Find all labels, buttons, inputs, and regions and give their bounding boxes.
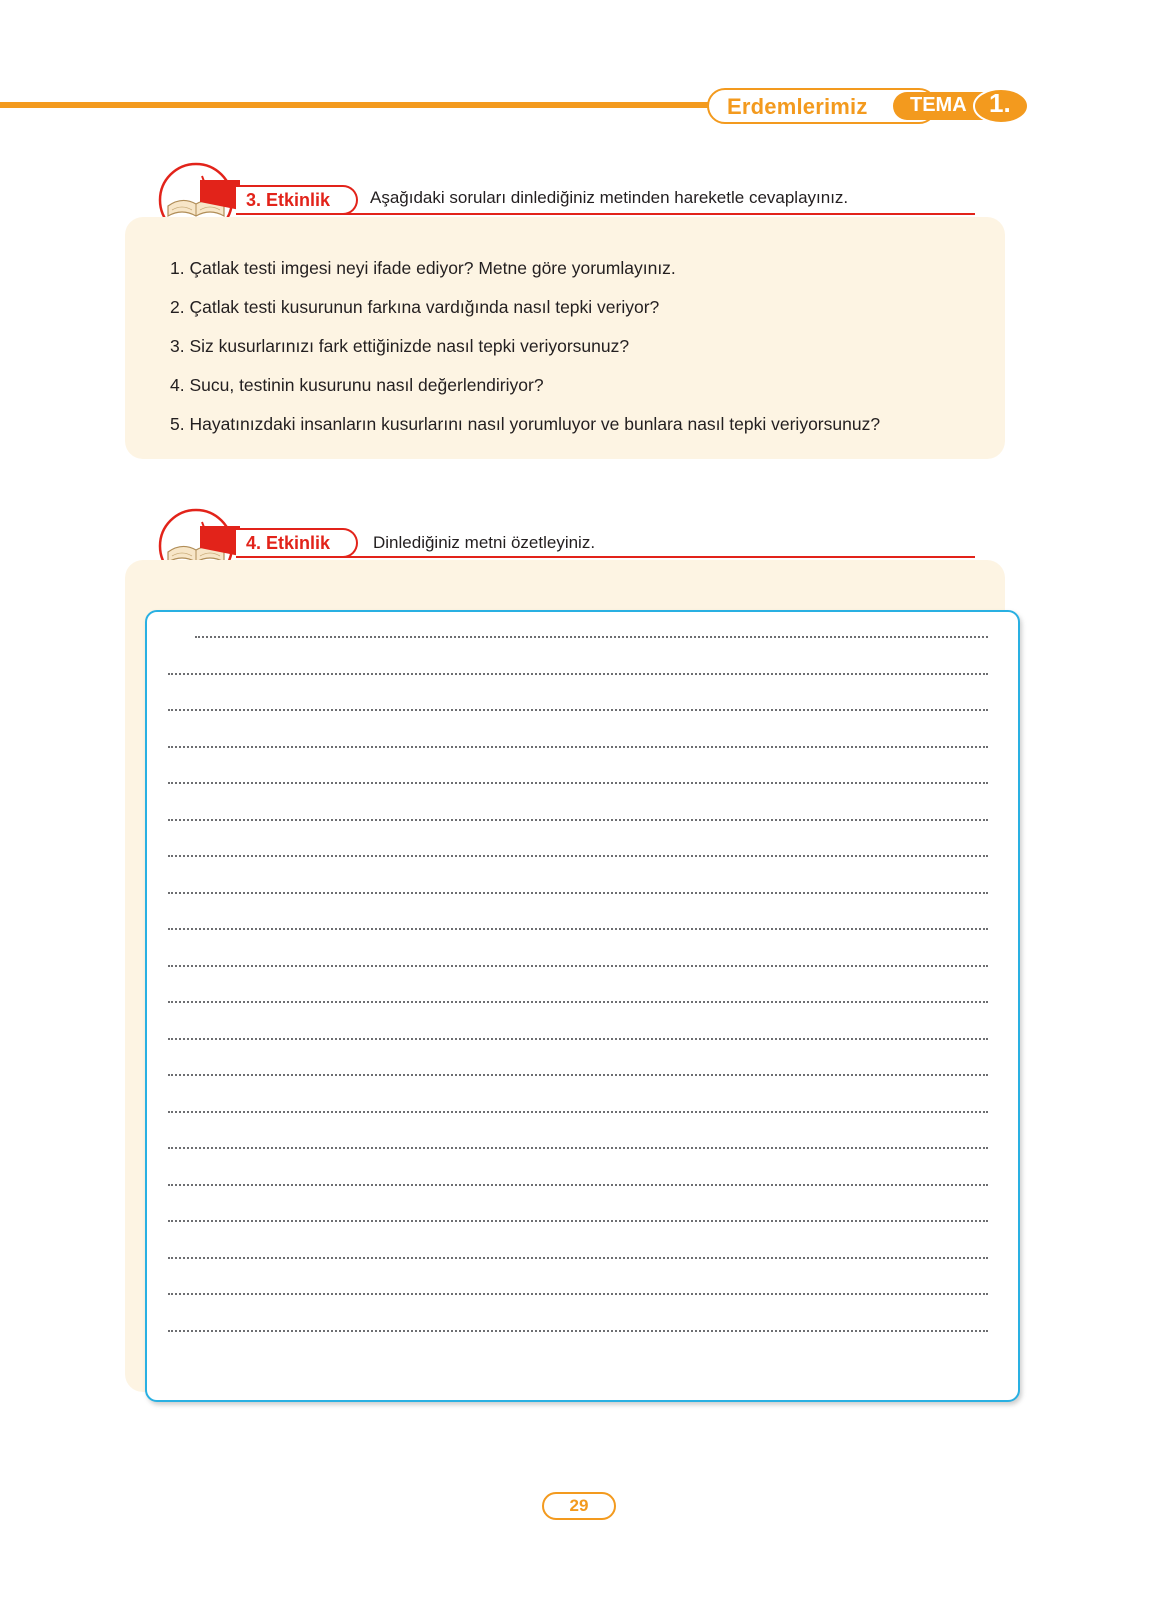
activity3-rule [236,213,975,215]
activity4-instruction: Dinlediğiniz metni özetleyiniz. [373,533,596,552]
writing-line[interactable] [168,1184,988,1186]
activity3-label: 3. Etkinlik [246,190,331,210]
writing-line[interactable] [195,636,988,638]
writing-line[interactable] [168,1293,988,1295]
activity4-rule [236,556,975,558]
writing-line[interactable] [168,782,988,784]
writing-line[interactable] [168,746,988,748]
writing-line[interactable] [168,855,988,857]
question-2: 2. Çatlak testi kusurunun farkına vardığında nasıl tepki veriyor? [170,297,660,317]
question-4: 4. Sucu, testinin kusurunu nasıl değerlendiriyor? [170,375,544,395]
activity3-instruction: Aşağıdaki soruları dinlediğiniz metinden hareketle cevaplayınız. [370,188,849,207]
writing-line[interactable] [168,1330,988,1332]
writing-line[interactable] [168,965,988,967]
tema-number: 1. [989,88,1011,118]
writing-line[interactable] [168,1147,988,1149]
summary-writing-box[interactable] [145,610,1020,1402]
writing-line[interactable] [168,1220,988,1222]
question-5: 5. Hayatınızdaki insanların kusurlarını nasıl yorumluyor ve bunlara nasıl tepki veriyorsunuz? [170,414,881,434]
writing-line[interactable] [168,892,988,894]
writing-line[interactable] [168,1257,988,1259]
writing-line[interactable] [168,819,988,821]
writing-line[interactable] [168,1074,988,1076]
writing-line[interactable] [168,709,988,711]
activity3-ribbon [200,176,240,210]
writing-line[interactable] [168,1111,988,1113]
theme-title: Erdemlerimiz [727,94,868,119]
page-number: 29 [569,1496,589,1515]
writing-line[interactable] [168,1001,988,1003]
activity4-ribbon [200,522,240,556]
writing-line[interactable] [168,928,988,930]
header-rule [0,102,710,108]
writing-line[interactable] [168,673,988,675]
writing-line[interactable] [168,1038,988,1040]
question-3: 3. Siz kusurlarınızı fark ettiğinizde nasıl tepki veriyorsunuz? [170,336,630,356]
tema-label: TEMA [910,94,967,116]
question-1: 1. Çatlak testi imgesi neyi ifade ediyor? Metne göre yorumlayınız. [170,258,676,278]
activity4-label: 4. Etkinlik [246,533,331,553]
